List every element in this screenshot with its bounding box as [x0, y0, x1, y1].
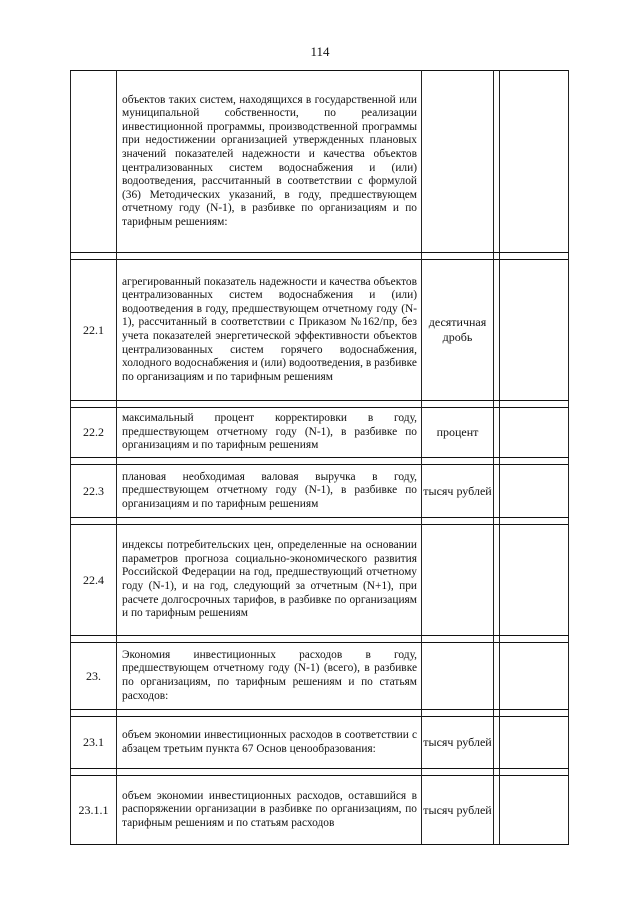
empty-cell — [500, 717, 569, 769]
row-unit: десятичная дробь — [422, 260, 494, 401]
row-unit — [422, 643, 494, 710]
table-row — [71, 465, 569, 518]
table-row — [71, 408, 569, 458]
empty-cell — [500, 260, 569, 401]
table-row — [71, 525, 569, 636]
row-unit: тысяч рублей — [422, 776, 494, 845]
empty-cell — [500, 71, 569, 253]
row-number: 22.1 — [71, 260, 117, 401]
row-description: плановая необходимая валовая выручка в году, предшествующем отчетному году (N-1), в разбивке по организациям и по тарифным решениям — [117, 465, 422, 518]
table-row — [71, 776, 569, 845]
row-number: 23. — [71, 643, 117, 710]
row-description: индексы потребительских цен, определенные на основании параметров прогноза социально-экономического развития Российской Федерации на год, предшествующий отчетному году (N-1), и на год, следующий за отчетным (N+1), при расчете долгосрочных тарифов, в разбивке по организациям и по тарифным решениям — [117, 525, 422, 636]
empty-cell — [500, 408, 569, 458]
row-description: агрегированный показатель надежности и качества объектов централизованных систем водоснабжения и (или) водоотведения в году, предшествующем отчетному году (N-1), рассчитанный в соответствии с Приказом №162/пр, без учета показателей энергетической эффективности объектов централизованных систем горячего водоснабжения, холодного водоснабжения и (или) водоотведения, в разбивке по организациям и по тарифным решениям — [117, 260, 422, 401]
row-number: 23.1.1 — [71, 776, 117, 845]
row-unit — [422, 525, 494, 636]
row-unit — [422, 71, 494, 253]
row-description: максимальный процент корректировки в году, предшествующем отчетному году (N-1), в разбивке по организациям и по тарифным решениям — [117, 408, 422, 458]
row-number: 23.1 — [71, 717, 117, 769]
empty-cell — [500, 525, 569, 636]
indicators-table — [70, 70, 569, 845]
row-unit: тысяч рублей — [422, 717, 494, 769]
row-number: 22.4 — [71, 525, 117, 636]
table-row — [71, 717, 569, 769]
empty-cell — [500, 776, 569, 845]
row-description: объем экономии инвестиционных расходов в соответствии с абзацем третьим пункта 67 Основ ценообразования: — [117, 717, 422, 769]
table-row — [71, 71, 569, 253]
page-number: 114 — [310, 44, 330, 59]
empty-cell — [500, 465, 569, 518]
table-row — [71, 260, 569, 401]
row-number: 22.2 — [71, 408, 117, 458]
row-description: объем экономии инвестиционных расходов, оставшийся в распоряжении организации в разбивке по организациям, по тарифным решениям и по статьям расходов — [117, 776, 422, 845]
table-row — [71, 643, 569, 710]
row-unit: тысяч рублей — [422, 465, 494, 518]
row-description: Экономия инвестиционных расходов в году, предшествующем отчетному году (N-1) (всего), в разбивке по организациям, по тарифным решениям и по статьям расходов: — [117, 643, 422, 710]
row-number: 22.3 — [71, 465, 117, 518]
row-unit: процент — [422, 408, 494, 458]
empty-cell — [500, 643, 569, 710]
row-description: объектов таких систем, находящихся в государственной или муниципальной собственности, по реализации инвестиционной программы, производственной программы при недостижении организацией утвержденных плановых значений показателей надежности и качества объектов централизованных систем водоснабжения и (или) водоотведения, рассчитанный в соответствии с формулой (36) Методических указаний, в году, предшествующем отчетному году (N-1), в разбивке по организациям и по тарифным решениям: — [117, 71, 422, 253]
row-number — [71, 71, 117, 253]
